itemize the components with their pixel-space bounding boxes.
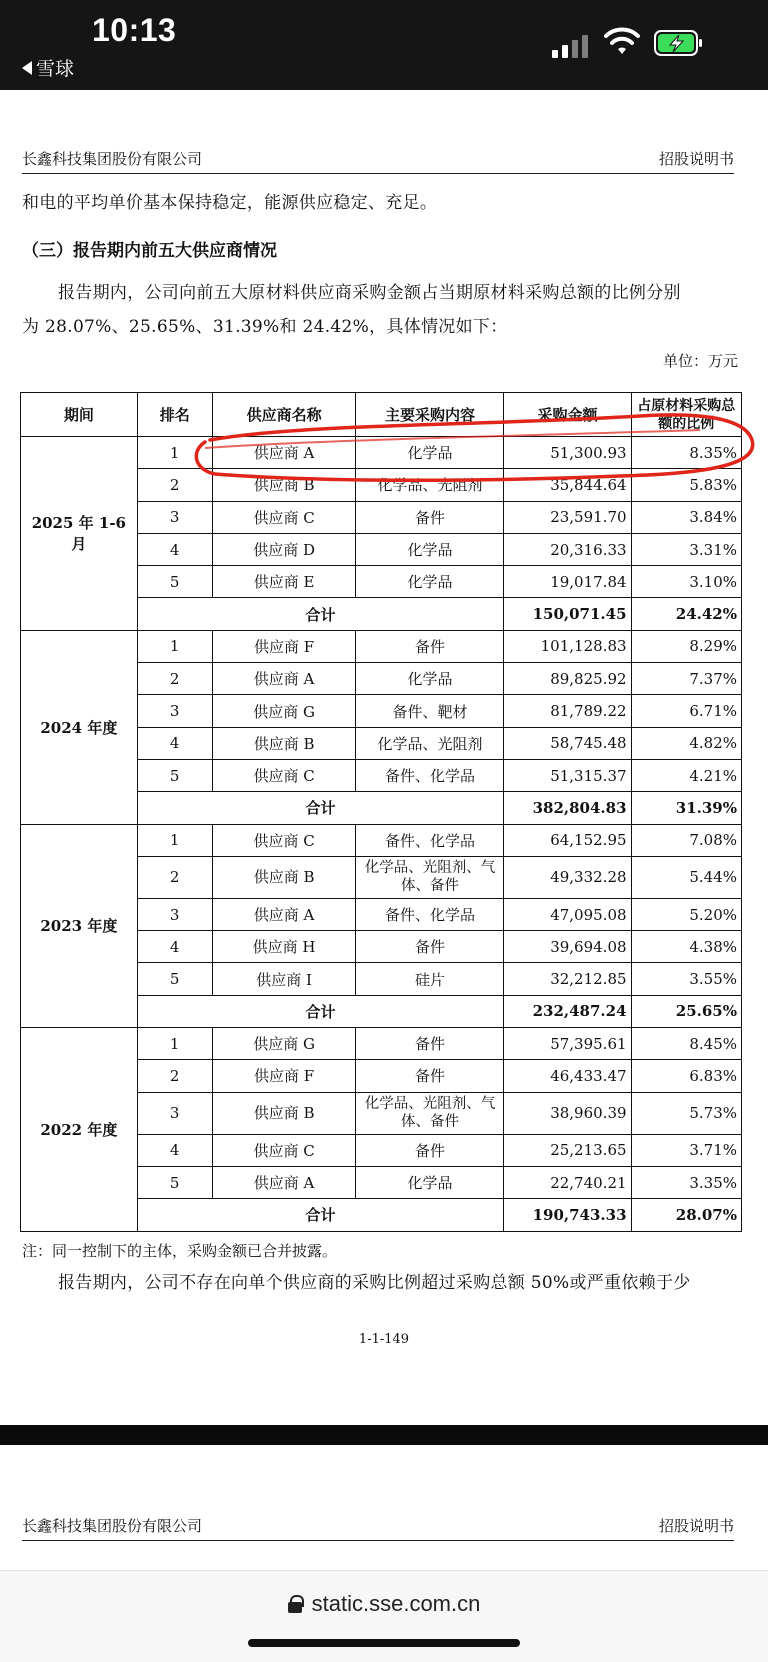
- ratio-cell: 3.10%: [631, 566, 741, 598]
- ratio-cell: 3.35%: [631, 1166, 741, 1198]
- supplier-cell: 供应商 C: [212, 1134, 356, 1166]
- table-row: [21, 1028, 742, 1060]
- supplier-cell: 供应商 E: [212, 566, 356, 598]
- ratio-cell: 4.38%: [631, 931, 741, 963]
- ratio-cell: 3.55%: [631, 963, 741, 995]
- ratio-cell: 5.73%: [631, 1092, 741, 1134]
- ratio-cell: 5.83%: [631, 469, 741, 501]
- rank-cell: 1: [137, 1028, 212, 1060]
- header-supplier: 供应商名称: [212, 393, 356, 437]
- amount-cell: 32,212.85: [504, 963, 631, 995]
- content-cell: 备件: [356, 1060, 504, 1092]
- ratio-cell: 3.31%: [631, 533, 741, 565]
- amount-cell: 64,152.95: [504, 824, 631, 856]
- rank-cell: 1: [137, 437, 212, 469]
- supplier-table: [20, 392, 742, 1232]
- clock: 10:13: [92, 12, 177, 48]
- amount-cell: 19,017.84: [504, 566, 631, 598]
- amount-cell: 20,316.33: [504, 533, 631, 565]
- header-ratio: 占原材料采购总额的比例: [631, 393, 741, 437]
- supplier-cell: 供应商 A: [212, 437, 356, 469]
- content-cell: 备件、化学品: [356, 898, 504, 930]
- rank-cell: 5: [137, 1166, 212, 1198]
- supplier-cell: 供应商 A: [212, 898, 356, 930]
- supplier-cell: 供应商 B: [212, 856, 356, 898]
- supplier-cell: 供应商 B: [212, 469, 356, 501]
- supplier-cell: 供应商 I: [212, 963, 356, 995]
- header-period: 期间: [21, 393, 138, 437]
- total-label: 合计: [137, 598, 504, 630]
- paragraph-2: 报告期内，公司不存在向单个供应商的采购比例超过采购总额 50%或严重依赖于少: [58, 1273, 691, 1293]
- supplier-cell: 供应商 D: [212, 533, 356, 565]
- rank-cell: 5: [137, 759, 212, 791]
- back-to-app-button[interactable]: [22, 54, 74, 81]
- table-body: [21, 437, 742, 1232]
- rank-cell: 3: [137, 501, 212, 533]
- amount-cell: 81,789.22: [504, 695, 631, 727]
- content-cell: 备件、化学品: [356, 824, 504, 856]
- supplier-cell: 供应商 F: [212, 630, 356, 662]
- ratio-cell: 5.44%: [631, 856, 741, 898]
- total-label: 合计: [137, 792, 504, 824]
- total-ratio: 28.07%: [631, 1199, 741, 1231]
- ratio-cell: 4.21%: [631, 759, 741, 791]
- amount-cell: 23,591.70: [504, 501, 631, 533]
- content-cell: 化学品、光阻剂、气体、备件: [356, 1092, 504, 1134]
- amount-cell: 57,395.61: [504, 1028, 631, 1060]
- content-cell: 化学品、光阻剂: [356, 727, 504, 759]
- supplier-cell: 供应商 C: [212, 759, 356, 791]
- period-cell: 2023 年度: [21, 824, 138, 1027]
- ratio-cell: 5.20%: [631, 898, 741, 930]
- back-arrow-icon: [22, 61, 32, 75]
- intro-line: 和电的平均单价基本保持稳定，能源供应稳定、充足。: [22, 193, 438, 213]
- supplier-cell: 供应商 H: [212, 931, 356, 963]
- supplier-cell: 供应商 C: [212, 824, 356, 856]
- total-amount: 150,071.45: [504, 598, 631, 630]
- amount-cell: 35,844.64: [504, 469, 631, 501]
- ratio-cell: 3.71%: [631, 1134, 741, 1166]
- table-header-row: [21, 393, 742, 437]
- period-cell: 2024 年度: [21, 630, 138, 824]
- supplier-cell: 供应商 B: [212, 727, 356, 759]
- content-cell: 化学品、光阻剂、气体、备件: [356, 856, 504, 898]
- ratio-cell: 4.82%: [631, 727, 741, 759]
- content-cell: 备件: [356, 630, 504, 662]
- header-amount: 采购金额: [504, 393, 631, 437]
- section-title: （三）报告期内前五大供应商情况: [22, 241, 277, 261]
- amount-cell: 47,095.08: [504, 898, 631, 930]
- ratio-cell: 6.83%: [631, 1060, 741, 1092]
- header-content: 主要采购内容: [356, 393, 504, 437]
- amount-cell: 25,213.65: [504, 1134, 631, 1166]
- supplier-cell: 供应商 A: [212, 663, 356, 695]
- rank-cell: 1: [137, 824, 212, 856]
- rank-cell: 2: [137, 663, 212, 695]
- content-cell: 备件: [356, 1134, 504, 1166]
- header-rank: 排名: [137, 393, 212, 437]
- supplier-cell: 供应商 B: [212, 1092, 356, 1134]
- content-cell: 备件: [356, 501, 504, 533]
- page-header: [22, 148, 734, 174]
- next-page-header: [22, 1515, 734, 1541]
- rank-cell: 4: [137, 931, 212, 963]
- total-amount: 190,743.33: [504, 1199, 631, 1231]
- table-row: [21, 824, 742, 856]
- rank-cell: 2: [137, 856, 212, 898]
- supplier-cell: 供应商 A: [212, 1166, 356, 1198]
- supplier-cell: 供应商 F: [212, 1060, 356, 1092]
- amount-cell: 58,745.48: [504, 727, 631, 759]
- content-cell: 化学品: [356, 566, 504, 598]
- table-note: 注：同一控制下的主体，采购金额已合并披露。: [22, 1242, 338, 1260]
- table-row: [21, 630, 742, 662]
- ratio-cell: 8.45%: [631, 1028, 741, 1060]
- amount-cell: 38,960.39: [504, 1092, 631, 1134]
- url-text: static.sse.com.cn: [311, 1591, 481, 1616]
- supplier-cell: 供应商 G: [212, 695, 356, 727]
- amount-cell: 49,332.28: [504, 856, 631, 898]
- page-number: 1-1-149: [358, 1332, 410, 1347]
- unit-label: 单位：万元: [662, 352, 738, 370]
- back-app-label: 雪球: [36, 59, 75, 80]
- content-cell: 备件: [356, 1028, 504, 1060]
- amount-cell: 51,300.93: [504, 437, 631, 469]
- ratio-cell: 8.35%: [631, 437, 741, 469]
- total-label: 合计: [137, 995, 504, 1027]
- rank-cell: 1: [137, 630, 212, 662]
- company-name: 长鑫科技集团股份有限公司: [22, 150, 203, 168]
- period-cell: 2022 年度: [21, 1028, 138, 1231]
- next-company-name: 长鑫科技集团股份有限公司: [22, 1517, 203, 1535]
- document-type: 招股说明书: [658, 150, 734, 168]
- content-cell: 备件、靶材: [356, 695, 504, 727]
- amount-cell: 22,740.21: [504, 1166, 631, 1198]
- status-bar: [0, 0, 768, 90]
- content-cell: 化学品: [356, 437, 504, 469]
- lock-icon: [288, 1595, 302, 1613]
- wifi-icon: [602, 26, 642, 58]
- period-cell: 2025 年 1-6 月: [21, 437, 138, 631]
- amount-cell: 101,128.83: [504, 630, 631, 662]
- rank-cell: 2: [137, 469, 212, 501]
- rank-cell: 3: [137, 1092, 212, 1134]
- total-amount: 232,487.24: [504, 995, 631, 1027]
- supplier-cell: 供应商 C: [212, 501, 356, 533]
- paragraph-line-1: 报告期内，公司向前五大原材料供应商采购金额占当期原材料采购总额的比例分别: [58, 283, 681, 303]
- rank-cell: 3: [137, 695, 212, 727]
- rank-cell: 4: [137, 533, 212, 565]
- home-indicator[interactable]: [248, 1639, 520, 1647]
- content-cell: 备件: [356, 931, 504, 963]
- cellular-signal-icon: [552, 34, 588, 58]
- amount-cell: 51,315.37: [504, 759, 631, 791]
- supplier-cell: 供应商 G: [212, 1028, 356, 1060]
- content-cell: 化学品: [356, 533, 504, 565]
- content-cell: 备件、化学品: [356, 759, 504, 791]
- rank-cell: 4: [137, 1134, 212, 1166]
- ratio-cell: 3.84%: [631, 501, 741, 533]
- amount-cell: 89,825.92: [504, 663, 631, 695]
- total-amount: 382,804.83: [504, 792, 631, 824]
- total-label: 合计: [137, 1199, 504, 1231]
- total-ratio: 24.42%: [631, 598, 741, 630]
- next-document-type: 招股说明书: [658, 1517, 734, 1535]
- content-cell: 化学品: [356, 663, 504, 695]
- ratio-cell: 6.71%: [631, 695, 741, 727]
- ratio-cell: 8.29%: [631, 630, 741, 662]
- content-cell: 硅片: [356, 963, 504, 995]
- rank-cell: 4: [137, 727, 212, 759]
- rank-cell: 5: [137, 963, 212, 995]
- total-ratio: 25.65%: [631, 995, 741, 1027]
- ratio-cell: 7.37%: [631, 663, 741, 695]
- total-ratio: 31.39%: [631, 792, 741, 824]
- rank-cell: 3: [137, 898, 212, 930]
- address-bar[interactable]: [0, 1591, 768, 1617]
- amount-cell: 46,433.47: [504, 1060, 631, 1092]
- browser-bottom-bar: [0, 1570, 768, 1662]
- paragraph-line-2: 为 28.07%、25.65%、31.39%和 24.42%，具体情况如下：: [22, 317, 508, 337]
- content-cell: 化学品: [356, 1166, 504, 1198]
- amount-cell: 39,694.08: [504, 931, 631, 963]
- battery-charging-icon: [654, 30, 704, 56]
- rank-cell: 2: [137, 1060, 212, 1092]
- rank-cell: 5: [137, 566, 212, 598]
- table-row: [21, 437, 742, 469]
- ratio-cell: 7.08%: [631, 824, 741, 856]
- content-cell: 化学品、光阻剂: [356, 469, 504, 501]
- page-divider: [0, 1425, 768, 1445]
